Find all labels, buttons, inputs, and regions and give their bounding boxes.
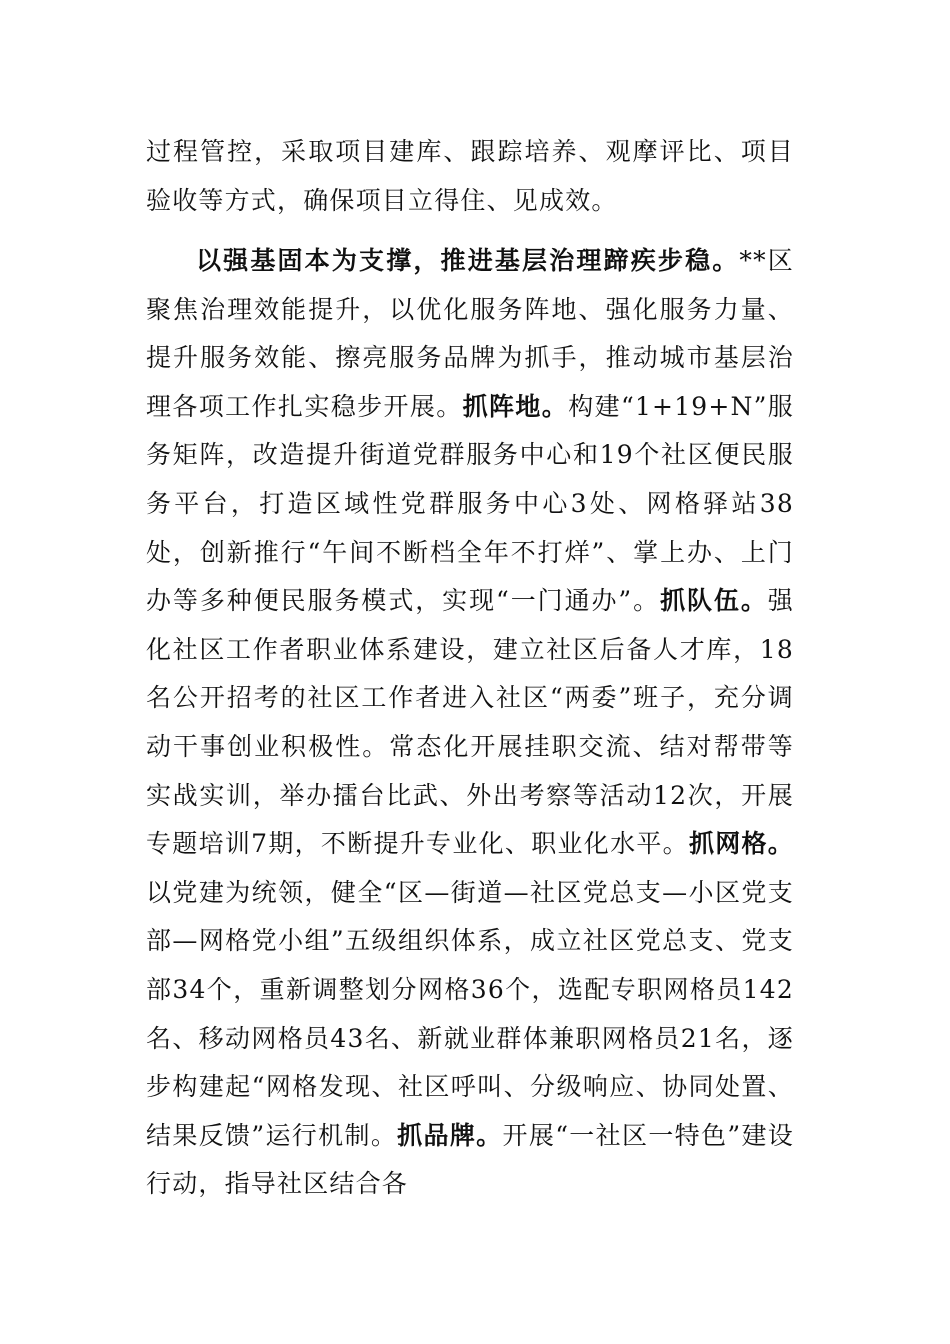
point-4-label: 抓品牌。 bbox=[397, 1120, 503, 1150]
paragraph-continuation bbox=[146, 128, 794, 225]
paragraph-1-text: 过程管控，采取项目建库、跟踪培养、观摩评比、项目验收等方式，确保项目立得住、见成效。 bbox=[146, 137, 794, 215]
point-3-text: 以党建为统领，健全“区—街道—社区党总支—小区党支部—网格党小组”五级组织体系，成立社区党总支、党支部34个，重新调整划分网格36个，选配专职网格员142名、移动网格员43名、新就业群体兼职网格员21名，逐步构建起“网格发现、社区呼叫、分级响应、协同处置、结果反馈”运行机制。 bbox=[146, 877, 794, 1150]
point-2-text: 强化社区工作者职业体系建设，建立社区后备人才库，18名公开招考的社区工作者进入社区“两委”班子，充分调动干事创业积极性。常态化开展挂职交流、结对帮带等实战实训，举办擂台比武、外出考察等活动12次，开展专题培训7期，不断提升专业化、职业化水平。 bbox=[146, 586, 794, 859]
point-2-label: 抓队伍。 bbox=[660, 586, 768, 616]
intro-text: **区聚焦治理效能提升，以优化服务阵地、强化服务力量、提升服务效能、擦亮服务品牌为抓手，推动城市基层治理各项工作扎实稳步开展。 bbox=[146, 246, 794, 421]
point-4-text: 开展“一社区一特色”建设行动，指导社区结合各 bbox=[146, 1120, 794, 1199]
paragraph-grassroots-governance bbox=[146, 237, 794, 1209]
point-1-label: 抓阵地。 bbox=[462, 391, 569, 421]
section-heading: 以强基固本为支撑，推进基层治理蹄疾步稳。 bbox=[196, 246, 740, 275]
point-3-label: 抓网格。 bbox=[688, 829, 794, 859]
point-1-text: 构建“1+19+N”服务矩阵，改造提升街道党群服务中心和19个社区便民服务平台，打造区域性党群服务中心3处、网格驿站38处，创新推行“午间不断档全年不打烊”、掌上办、上门办等多种便民服务模式，实现“一门通办”。 bbox=[146, 391, 794, 616]
